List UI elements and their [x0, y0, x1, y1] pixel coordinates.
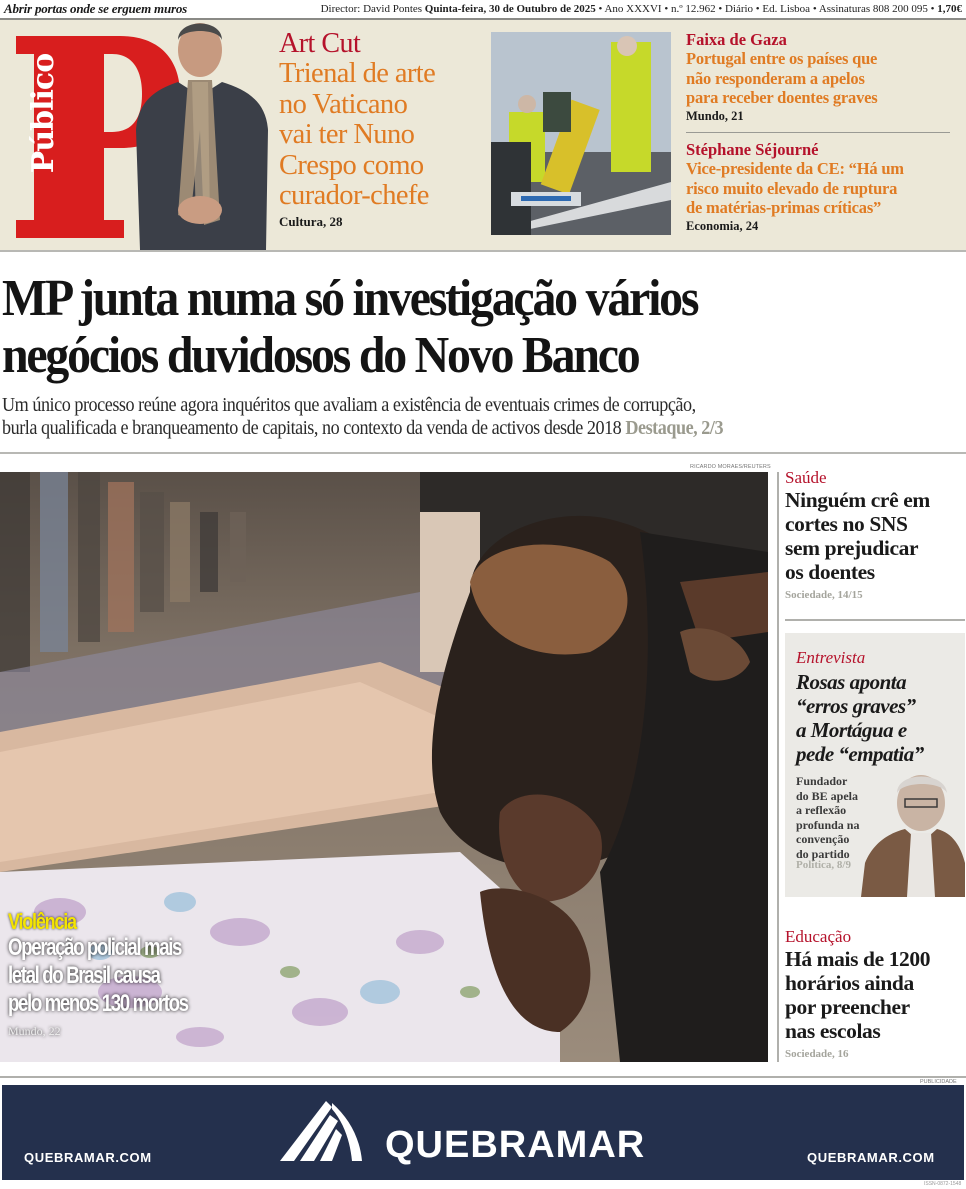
photo-caption[interactable]	[8, 910, 308, 1039]
quebramar-ad[interactable]	[2, 1085, 964, 1180]
divider	[0, 452, 966, 454]
story-kicker: Saúde	[785, 468, 827, 487]
price: 1,70€	[937, 3, 962, 15]
story-kicker: Educação	[785, 927, 852, 946]
story-kicker: Stéphane Séjourné	[686, 140, 819, 159]
ad-url-left[interactable]: QUEBRAMAR.COM	[24, 1150, 152, 1165]
lead-headline: MP junta numa só investigação vários negócios duvidosos do Novo Banco	[2, 270, 698, 384]
divider	[0, 1076, 966, 1078]
story-deck: Fundador do BE apela a reflexão profunda na convenção do partido	[796, 774, 860, 861]
lead-story[interactable]	[2, 270, 964, 439]
section-ref: Economia, 24	[686, 218, 759, 233]
issue-details: • Ano XXXVI • n.º 12.962 • Diário • Ed. Lisboa • Assinaturas 808 200 095 •	[598, 3, 935, 15]
section-ref: Mundo, 21	[686, 108, 744, 123]
gaza-medevac-photo	[491, 32, 671, 235]
quebramar-sail-icon	[280, 1099, 362, 1163]
story-kicker: Art Cut	[279, 28, 361, 59]
story-kicker: Faixa de Gaza	[686, 30, 787, 49]
ad-url-right[interactable]: QUEBRAMAR.COM	[807, 1150, 935, 1165]
story-headline: Portugal entre os países que não responderam a apelos para receber doentes graves	[686, 49, 878, 107]
director: Director: David Pontes	[320, 3, 423, 15]
divider	[0, 250, 966, 252]
ad-label: PUBLICIDADE	[920, 1079, 957, 1085]
issn: ISSN-0872-1548	[924, 1181, 962, 1187]
sejourne-story[interactable]	[686, 140, 954, 234]
art-cut-story[interactable]	[279, 29, 479, 230]
side-stories	[686, 30, 954, 234]
photo-credit: RICARDO MORAES/REUTERS	[690, 464, 771, 470]
story-kicker: Entrevista	[796, 648, 866, 667]
interview-story[interactable]	[785, 633, 965, 897]
section-ref: Sociedade, 14/15	[785, 589, 863, 601]
masthead-info	[321, 3, 966, 15]
section-ref: Cultura, 28	[279, 213, 343, 229]
column-rule	[777, 472, 779, 1062]
ad-brand: QUEBRAMAR	[385, 1124, 646, 1166]
header-band	[0, 20, 966, 250]
story-headline: Ninguém crê em cortes no SNS sem prejudicar os doentes	[785, 488, 930, 584]
issue-date: Quinta-feira, 30 de Outubro de 2025	[424, 3, 596, 15]
section-ref: Destaque, 2/3	[625, 418, 724, 439]
story-kicker: Violência	[8, 909, 76, 934]
fernando-rosas-photo	[861, 763, 965, 897]
story-headline: Operação policial mais letal do Brasil causa pelo menos 130 mortos	[8, 934, 188, 1017]
logo-wordmark: Público	[26, 53, 62, 173]
section-ref: Política, 8/9	[796, 859, 851, 871]
nuno-crespo-photo	[130, 20, 274, 250]
divider	[686, 132, 950, 134]
section-ref: Sociedade, 16	[785, 1048, 849, 1060]
story-headline: Vice-presidente da CE: “Há um risco muito elevado de ruptura de matérias-primas críticas”	[686, 159, 904, 217]
masthead-strip	[0, 0, 966, 18]
education-story[interactable]	[785, 927, 963, 1060]
divider	[785, 619, 965, 621]
section-ref: Mundo, 22	[8, 1024, 61, 1038]
health-story[interactable]	[785, 468, 963, 601]
story-headline: Rosas aponta “erros graves” a Mortágua e pede “empatia”	[796, 670, 924, 766]
tagline: Abrir portas onde se erguem muros	[4, 1, 188, 16]
gaza-story[interactable]	[686, 30, 954, 124]
story-headline: Há mais de 1200 horários ainda por preencher nas escolas	[785, 947, 931, 1043]
lead-deck: Um único processo reúne agora inquéritos que avaliam a existência de eventuais crimes de corrupção, burla qualificada e branqueamento de capitais, no contexto da venda de activos desde 2018 Destaque, 2/3	[2, 395, 724, 439]
story-headline: Trienal de arte no Vaticano vai ter Nuno Crespo como curador-chefe	[279, 58, 436, 211]
